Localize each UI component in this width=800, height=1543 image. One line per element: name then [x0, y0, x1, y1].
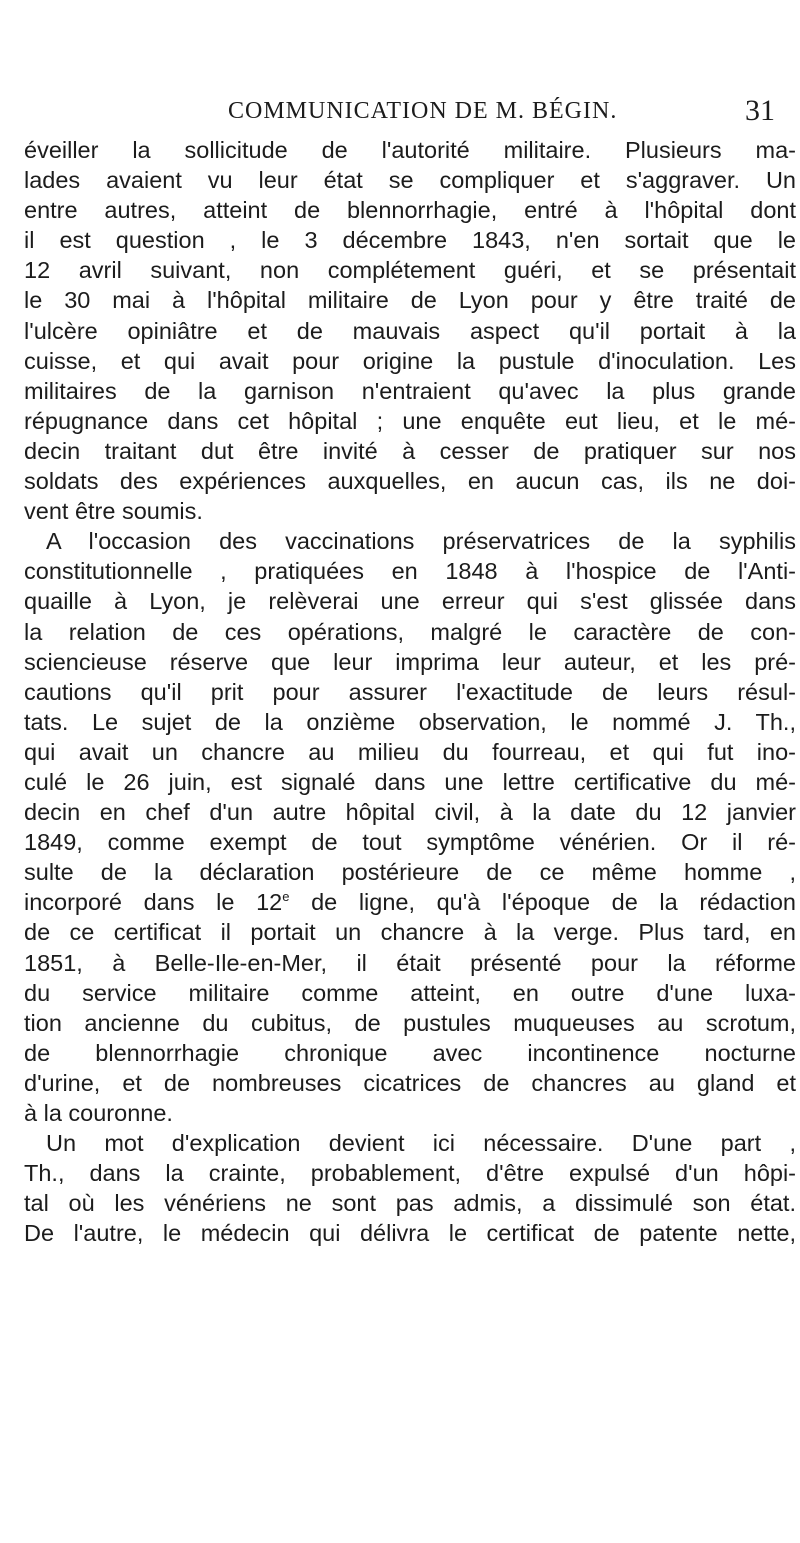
page-header — [228, 94, 788, 138]
text-fragment: de ligne, qu'à l'époque de la rédaction — [289, 889, 797, 916]
text-line: éveiller la sollicitude de l'autorité militaire. Plusieurs ma- — [24, 137, 796, 163]
text-line: l'ulcère opiniâtre et de mauvais aspect qu'il portait à la — [24, 317, 796, 344]
text-line: 1851, à Belle-Ile-en-Mer, il était présenté pour la réforme — [24, 949, 796, 976]
text-line: 1849, comme exempt de tout symptôme vénérien. Or il ré- — [24, 829, 796, 856]
text-line: cuisse, et qui avait pour origine la pustule d'inoculation. Les — [24, 347, 796, 374]
text-line: sciencieuse réserve que leur imprima leur auteur, et les pré- — [24, 648, 796, 675]
text-line: vent être soumis. — [24, 498, 203, 525]
text-line: militaires de la garnison n'entraient qu'avec la plus grande — [24, 377, 796, 404]
text-line: A l'occasion des vaccinations préservatrices de la syphilis — [46, 528, 796, 555]
text-line: culé le 26 juin, est signalé dans une lettre certificative du mé- — [24, 768, 796, 795]
text-line: du service militaire comme atteint, en outre d'une luxa- — [24, 979, 796, 1006]
text-line: qui avait un chancre au milieu du fourreau, et qui fut ino- — [24, 738, 796, 765]
text-line: tion ancienne du cubitus, de pustules muqueuses au scrotum, — [24, 1009, 796, 1036]
body-text — [24, 135, 796, 1248]
text-line: sulte de la déclaration postérieure de ce même homme , — [24, 859, 796, 886]
superscript: e — [282, 889, 290, 905]
text-line: répugnance dans cet hôpital ; une enquête eut lieu, et le mé- — [24, 407, 796, 434]
text-line: 12 avril suivant, non complétement guéri, et se présentait — [24, 257, 796, 284]
text-line: d'urine, et de nombreuses cicatrices de chancres au gland et — [24, 1069, 796, 1096]
page-number: 31 — [745, 94, 775, 127]
text-line: il est question , le 3 décembre 1843, n'en sortait que le — [24, 227, 796, 254]
text-line: Un mot d'explication devient ici nécessaire. D'une part , — [46, 1130, 796, 1157]
text-line: decin en chef d'un autre hôpital civil, à la date du 12 janvier — [24, 799, 796, 826]
text-line: constitutionnelle , pratiquées en 1848 à l'hospice de l'Anti- — [24, 558, 796, 585]
text-line: de blennorrhagie chronique avec incontinence nocturne — [24, 1039, 796, 1066]
text-fragment: incorporé dans le 12 — [24, 889, 283, 916]
text-line: soldats des expériences auxquelles, en aucun cas, ils ne doi- — [24, 468, 796, 495]
text-line: la relation de ces opérations, malgré le caractère de con- — [24, 618, 796, 645]
running-title: COMMUNICATION DE M. BÉGIN. — [228, 98, 618, 124]
text-line: quaille à Lyon, je relèverai une erreur qui s'est glissée dans — [24, 588, 796, 615]
text-line: de ce certificat il portait un chancre à la verge. Plus tard, en — [24, 919, 796, 946]
text-line: lades avaient vu leur état se compliquer et s'aggraver. Un — [24, 167, 796, 194]
text-line: entre autres, atteint de blennorrhagie, entré à l'hôpital dont — [24, 197, 796, 224]
text-line: De l'autre, le médecin qui délivra le certificat de patente nette, — [24, 1220, 796, 1247]
text-line: decin traitant dut être invité à cesser de pratiquer sur nos — [24, 437, 796, 464]
text-line: à la couronne. — [24, 1100, 173, 1126]
text-line: tal où les vénériens ne sont pas admis, a dissimulé son état. — [24, 1190, 796, 1217]
text-line — [24, 887, 796, 917]
text-line: Th., dans la crainte, probablement, d'être expulsé d'un hôpi- — [24, 1160, 796, 1187]
text-line: le 30 mai à l'hôpital militaire de Lyon pour y être traité de — [24, 287, 796, 314]
text-line: tats. Le sujet de la onzième observation, le nommé J. Th., — [24, 708, 796, 735]
text-line: cautions qu'il prit pour assurer l'exactitude de leurs résul- — [24, 678, 796, 705]
